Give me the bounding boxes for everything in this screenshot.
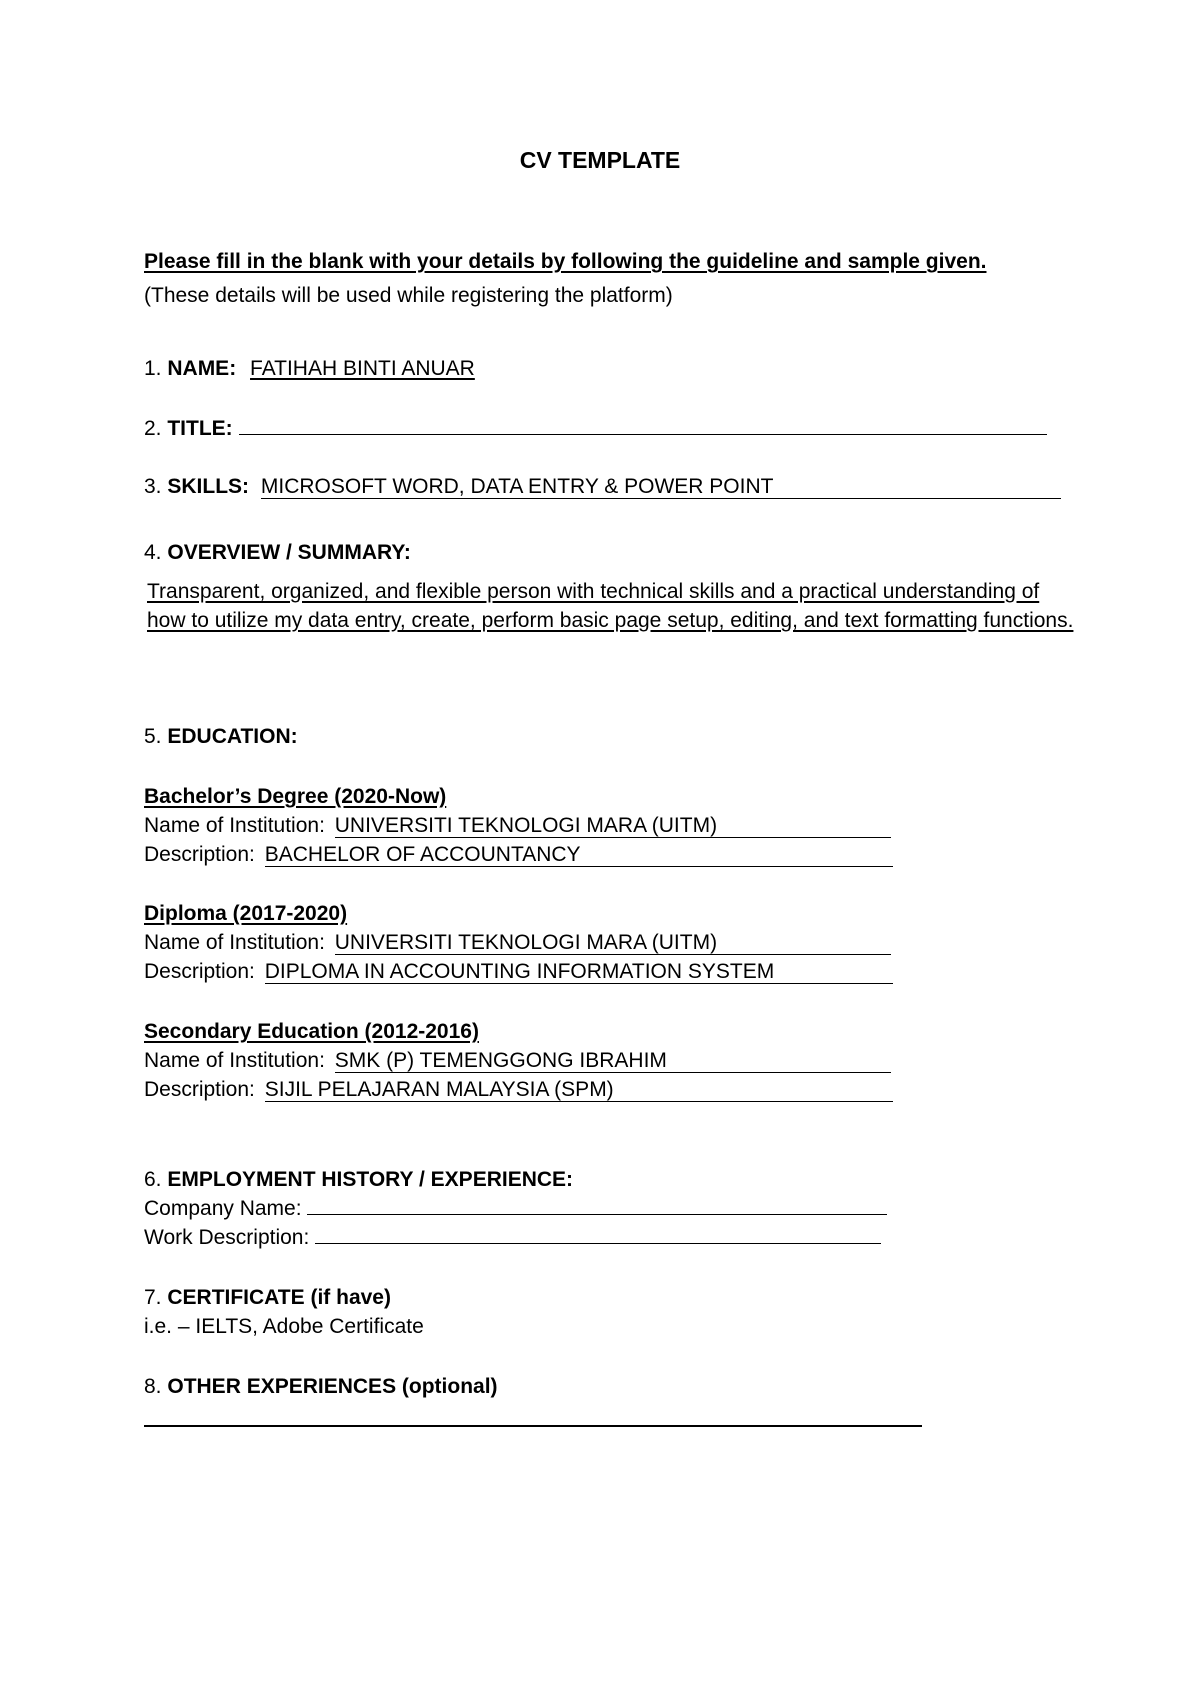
employment-label: EMPLOYMENT HISTORY / EXPERIENCE: (167, 1168, 574, 1191)
description-row (144, 959, 893, 985)
description-field[interactable] (265, 844, 893, 867)
certificate-heading (144, 1285, 391, 1311)
institution-field[interactable] (335, 932, 891, 955)
instruction-note: (These details will be used while registering the platform) (144, 284, 673, 307)
institution-field[interactable] (335, 815, 891, 838)
company-row (144, 1196, 887, 1222)
work-label: Work Description: (144, 1226, 310, 1249)
other-experiences-field[interactable] (144, 1425, 922, 1427)
education-entry-heading: Bachelor’s Degree (2020-Now) (144, 785, 447, 808)
description-row (144, 842, 893, 868)
description-label: Description: (144, 1078, 255, 1101)
certificate-label: CERTIFICATE (if have) (167, 1286, 391, 1309)
institution-field[interactable] (335, 1050, 891, 1073)
page-title: CV TEMPLATE (519, 147, 681, 173)
work-field[interactable] (315, 1241, 881, 1244)
skills-field[interactable] (261, 476, 1061, 499)
section-number: 3. (144, 475, 162, 498)
institution-row (144, 813, 891, 839)
title-field[interactable] (239, 432, 1047, 435)
skills-label: SKILLS: (167, 475, 250, 498)
instruction-text: Please fill in the blank with your details by following the guideline and sample given. (144, 250, 987, 273)
institution-value: UNIVERSITI TEKNOLOGI MARA (UITM) (334, 814, 718, 837)
education-label: EDUCATION: (167, 725, 298, 748)
section-number: 2. (144, 417, 162, 440)
section-number: 8. (144, 1375, 162, 1398)
skills-row (144, 474, 1061, 500)
description-field[interactable] (265, 1079, 893, 1102)
institution-row (144, 1048, 891, 1074)
description-value: BACHELOR OF ACCOUNTANCY (264, 843, 581, 866)
education-entry-heading: Secondary Education (2012-2016) (144, 1020, 479, 1043)
name-row (144, 356, 475, 382)
other-label: OTHER EXPERIENCES (optional) (167, 1375, 498, 1398)
section-number: 5. (144, 725, 162, 748)
institution-label: Name of Institution: (144, 814, 325, 837)
company-field[interactable] (307, 1212, 887, 1215)
institution-value: SMK (P) TEMENGGONG IBRAHIM (334, 1049, 667, 1072)
title-row (144, 416, 1047, 442)
description-value: DIPLOMA IN ACCOUNTING INFORMATION SYSTEM (264, 960, 775, 983)
section-number: 6. (144, 1168, 162, 1191)
name-label: NAME: (167, 357, 237, 380)
title-label: TITLE: (167, 417, 233, 440)
overview-text[interactable]: Transparent, organized, and flexible person with technical skills and a practical understanding of how to utilize my data entry, create, perform basic page setup, editing, and text formatting functions. (147, 580, 1074, 632)
certificate-example: i.e. – IELTS, Adobe Certificate (144, 1315, 424, 1338)
company-label: Company Name: (144, 1197, 302, 1220)
overview-label: OVERVIEW / SUMMARY: (167, 541, 411, 564)
work-row (144, 1225, 881, 1251)
description-label: Description: (144, 960, 255, 983)
section-number: 1. (144, 357, 162, 380)
education-heading (144, 724, 298, 750)
section-number: 7. (144, 1286, 162, 1309)
employment-heading (144, 1167, 573, 1193)
institution-value: UNIVERSITI TEKNOLOGI MARA (UITM) (334, 931, 718, 954)
overview-heading (144, 540, 411, 566)
description-value: SIJIL PELAJARAN MALAYSIA (SPM) (264, 1078, 614, 1101)
institution-label: Name of Institution: (144, 1049, 325, 1072)
education-entry-heading: Diploma (2017-2020) (144, 902, 348, 925)
name-value[interactable]: FATIHAH BINTI ANUAR (250, 357, 475, 380)
skills-value: MICROSOFT WORD, DATA ENTRY & POWER POINT (260, 475, 774, 498)
description-row (144, 1077, 893, 1103)
institution-label: Name of Institution: (144, 931, 325, 954)
description-label: Description: (144, 843, 255, 866)
institution-row (144, 930, 891, 956)
section-number: 4. (144, 541, 162, 564)
other-heading (144, 1374, 498, 1400)
description-field[interactable] (265, 961, 893, 984)
